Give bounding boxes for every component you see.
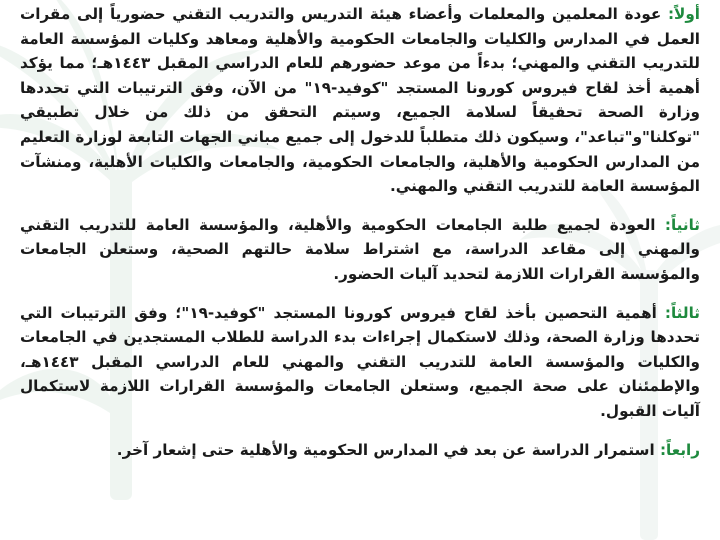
paragraph-fourth bbox=[20, 438, 700, 463]
paragraph-label: رابعاً: bbox=[659, 440, 700, 459]
paragraph-text: العودة لجميع طلبة الجامعات الحكومية والأهلية، والمؤسسة العامة للتدريب التقني والمهني إلى مقاعد الدراسة، مع اشتراط سلامة حالتهم الصحية، وستعلن الجامعات والمؤسسة القرارات اللازمة لتحديد آليات الحضور. bbox=[20, 215, 700, 283]
paragraph-first bbox=[20, 2, 700, 199]
paragraph-third bbox=[20, 301, 700, 424]
paragraph-text: أهمية التحصين بأخذ لقاح فيروس كورونا المستجد "كوفيد-١٩"؛ وفق الترتيبات التي تحددها وزارة الصحة، وذلك لاستكمال إجراءات بدء الدراسة للطلاب المستجدين في الجامعات والكليات والمؤسسة العامة للتدريب التقني والمهني للعام الدراسي المقبل ١٤٤٣هـ، والإطمئنان على صحة الجميع، وستعلن الجامعات والمؤسسة القرارات اللازمة لاستكمال آليات القبول. bbox=[20, 303, 700, 420]
paragraph-text: عودة المعلمين والمعلمات وأعضاء هيئة التدريس والتدريب التقني حضورياً إلى مقرات العمل في المدارس والكليات والجامعات الحكومية والأهلية ومعاهد وكليات المؤسسة العامة للتدريب التقني والمهني؛ بدءاً من موعد حضورهم للعام الدراسي المقبل ١٤٤٣هـ؛ مما يؤكد أهمية أخذ لقاح فيروس كورونا المستجد "كوفيد-١٩" من الآن، وفق الترتيبات التي تحددها وزارة الصحة تحقيقاً لسلامة الجميع، وسيتم التحقق من ذلك من خلال تطبيقي "توكلنا"و"تباعد"، وسيكون ذلك متطلباً للدخول إلى جميع مباني الجهات التابعة لوزارة التعليم من المدارس الحكومية والأهلية، والجامعات الحكومية، والجامعات والكليات الأهلية، ومنشآت المؤسسة العامة للتدريب التقني والمهني. bbox=[20, 5, 700, 196]
paragraph-second bbox=[20, 213, 700, 287]
paragraph-label: ثالثاً: bbox=[664, 303, 700, 322]
paragraph-text: استمرار الدراسة عن بعد في المدارس الحكومية والأهلية حتى إشعار آخر. bbox=[116, 440, 660, 459]
paragraph-label: أولاً: bbox=[667, 5, 700, 23]
paragraph-label: ثانياً: bbox=[664, 215, 700, 234]
